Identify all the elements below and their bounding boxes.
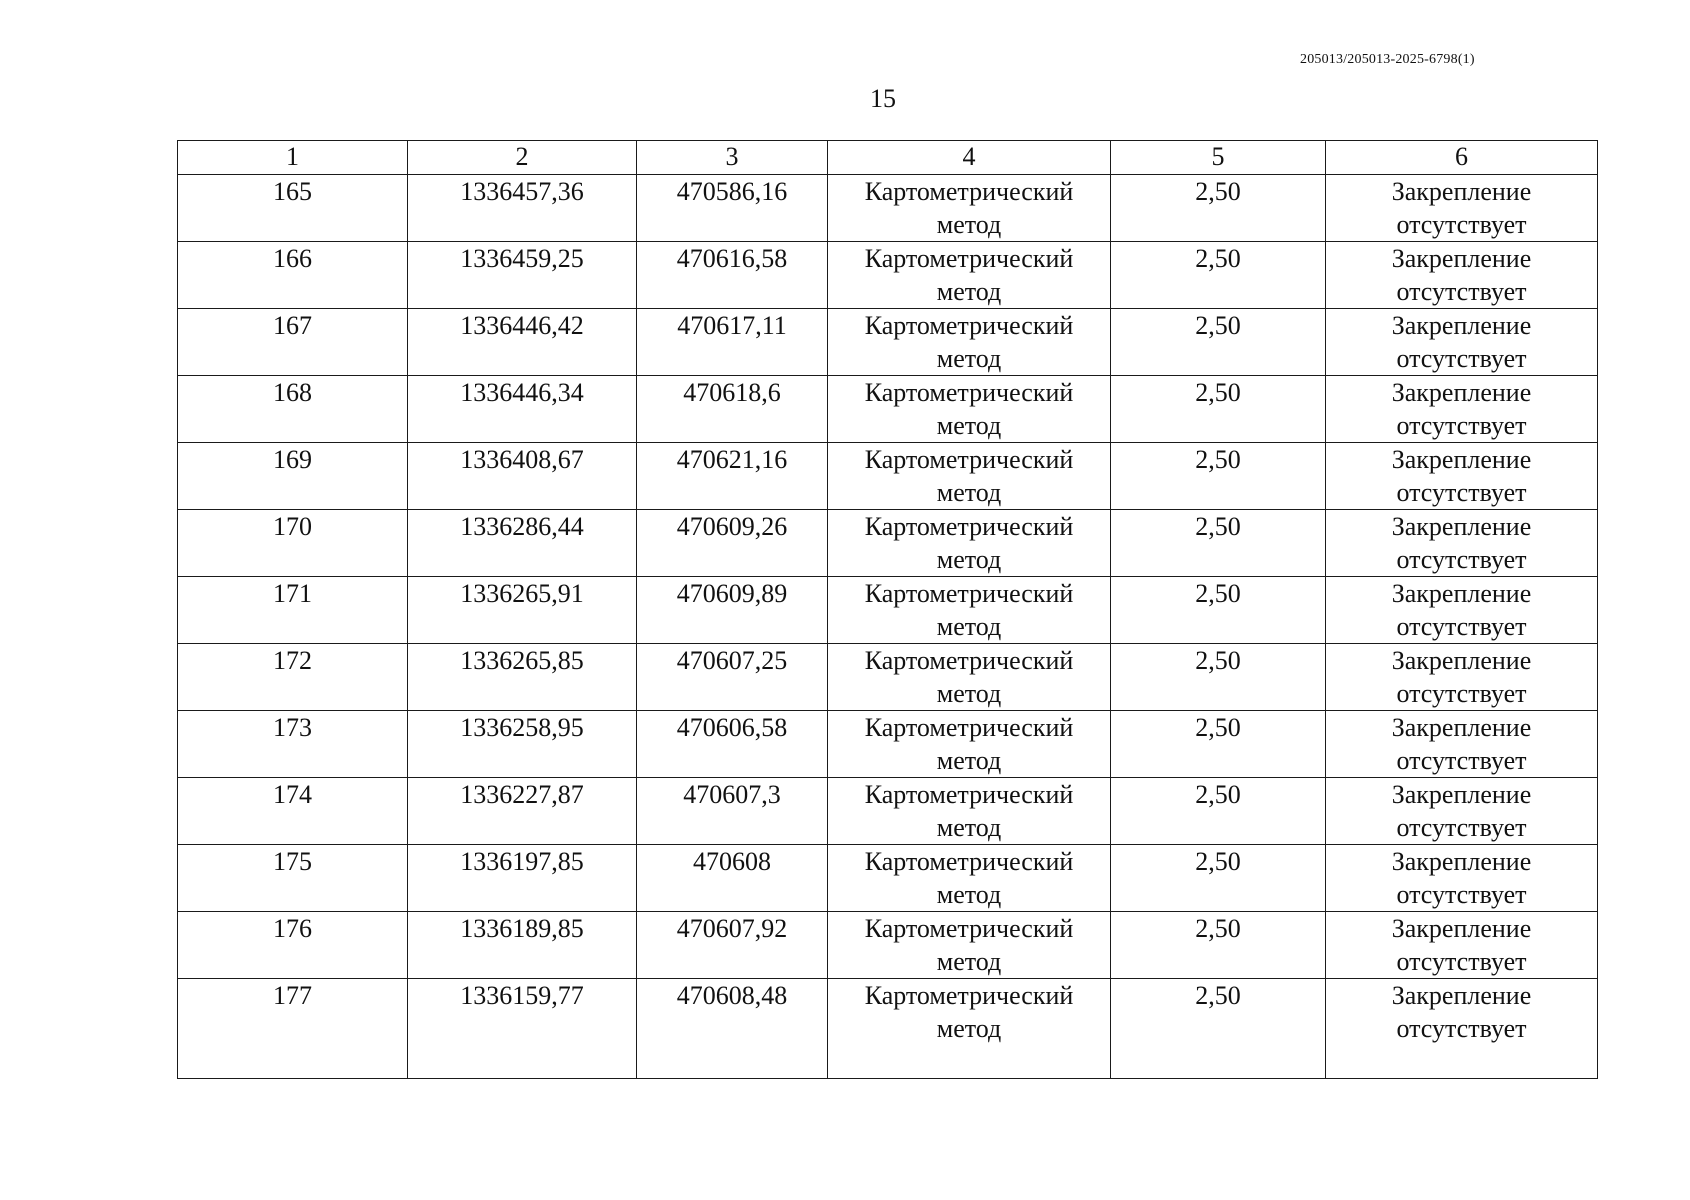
fixing-cell bbox=[1326, 510, 1598, 577]
fixing-cell bbox=[1326, 912, 1598, 979]
fixing-cell bbox=[1326, 242, 1598, 309]
method-cell bbox=[828, 711, 1111, 778]
point-number-cell-text: 170 bbox=[273, 512, 312, 541]
table-row bbox=[178, 577, 1598, 644]
method-cell bbox=[828, 175, 1111, 242]
fixing-cell bbox=[1326, 577, 1598, 644]
x-coordinate-cell-text: 1336459,25 bbox=[460, 244, 584, 273]
accuracy-cell bbox=[1111, 175, 1326, 242]
x-coordinate-cell-text: 1336457,36 bbox=[460, 177, 584, 206]
y-coordinate-cell-text: 470608 bbox=[693, 847, 771, 876]
header-row bbox=[178, 141, 1598, 175]
table-row bbox=[178, 175, 1598, 242]
accuracy-cell bbox=[1111, 376, 1326, 443]
point-number-cell-text: 174 bbox=[273, 780, 312, 809]
point-number-cell-text: 177 bbox=[273, 981, 312, 1010]
header-cell-accuracy: 5 bbox=[1111, 141, 1326, 175]
accuracy-cell-text: 2,50 bbox=[1195, 445, 1241, 474]
y-coordinate-cell-text: 470616,58 bbox=[676, 244, 788, 273]
y-coordinate-cell-text: 470607,92 bbox=[676, 914, 788, 943]
accuracy-cell bbox=[1111, 309, 1326, 376]
fixing-cell-text: Закрепление отсутствует bbox=[1391, 445, 1532, 507]
accuracy-cell-text: 2,50 bbox=[1195, 378, 1241, 407]
fixing-cell bbox=[1326, 845, 1598, 912]
method-cell-text: Картометрический метод bbox=[864, 646, 1074, 708]
fixing-cell bbox=[1326, 979, 1598, 1079]
table-row bbox=[178, 711, 1598, 778]
y-coordinate-cell-text: 470607,3 bbox=[683, 780, 781, 809]
page-number: 15 bbox=[870, 84, 896, 113]
header-cell-x: 2 bbox=[408, 141, 637, 175]
fixing-cell-text: Закрепление отсутствует bbox=[1391, 311, 1532, 373]
method-cell bbox=[828, 242, 1111, 309]
fixing-cell-text: Закрепление отсутствует bbox=[1391, 780, 1532, 842]
accuracy-cell bbox=[1111, 644, 1326, 711]
point-number-cell-text: 172 bbox=[273, 646, 312, 675]
fixing-cell bbox=[1326, 175, 1598, 242]
x-coordinate-cell bbox=[408, 979, 637, 1079]
x-coordinate-cell bbox=[408, 845, 637, 912]
fixing-cell bbox=[1326, 711, 1598, 778]
fixing-cell bbox=[1326, 309, 1598, 376]
method-cell bbox=[828, 979, 1111, 1079]
fixing-cell bbox=[1326, 376, 1598, 443]
method-cell bbox=[828, 443, 1111, 510]
y-coordinate-cell bbox=[637, 979, 828, 1079]
method-cell-text: Картометрический метод bbox=[864, 177, 1074, 239]
fixing-cell-text: Закрепление отсутствует bbox=[1391, 847, 1532, 909]
point-number-cell-text: 175 bbox=[273, 847, 312, 876]
point-number-cell bbox=[178, 778, 408, 845]
y-coordinate-cell bbox=[637, 242, 828, 309]
y-coordinate-cell-text: 470586,16 bbox=[676, 177, 788, 206]
accuracy-cell-text: 2,50 bbox=[1195, 579, 1241, 608]
y-coordinate-cell bbox=[637, 778, 828, 845]
fixing-cell-text: Закрепление отсутствует bbox=[1391, 914, 1532, 976]
table-row bbox=[178, 309, 1598, 376]
accuracy-cell bbox=[1111, 912, 1326, 979]
x-coordinate-cell-text: 1336227,87 bbox=[460, 780, 584, 809]
point-number-cell bbox=[178, 644, 408, 711]
accuracy-cell bbox=[1111, 711, 1326, 778]
method-cell-text: Картометрический метод bbox=[864, 847, 1074, 909]
method-cell-text: Картометрический метод bbox=[864, 244, 1074, 306]
method-cell-text: Картометрический метод bbox=[864, 378, 1074, 440]
header-cell-fixing: 6 bbox=[1326, 141, 1598, 175]
x-coordinate-cell bbox=[408, 376, 637, 443]
y-coordinate-cell-text: 470621,16 bbox=[676, 445, 788, 474]
y-coordinate-cell-text: 470617,11 bbox=[677, 311, 787, 340]
accuracy-cell bbox=[1111, 242, 1326, 309]
table-row bbox=[178, 443, 1598, 510]
x-coordinate-cell-text: 1336258,95 bbox=[460, 713, 584, 742]
y-coordinate-cell bbox=[637, 443, 828, 510]
point-number-cell bbox=[178, 510, 408, 577]
point-number-cell-text: 169 bbox=[273, 445, 312, 474]
method-cell bbox=[828, 644, 1111, 711]
coordinates-table bbox=[177, 140, 1598, 1079]
point-number-cell bbox=[178, 309, 408, 376]
method-cell-text: Картометрический метод bbox=[864, 445, 1074, 507]
accuracy-cell bbox=[1111, 979, 1326, 1079]
point-number-cell-text: 168 bbox=[273, 378, 312, 407]
fixing-cell-text: Закрепление отсутствует bbox=[1391, 981, 1532, 1043]
fixing-cell-text: Закрепление отсутствует bbox=[1391, 512, 1532, 574]
method-cell bbox=[828, 309, 1111, 376]
accuracy-cell-text: 2,50 bbox=[1195, 780, 1241, 809]
table-row bbox=[178, 912, 1598, 979]
method-cell-text: Картометрический метод bbox=[864, 311, 1074, 373]
x-coordinate-cell-text: 1336265,91 bbox=[460, 579, 584, 608]
x-coordinate-cell bbox=[408, 644, 637, 711]
x-coordinate-cell-text: 1336265,85 bbox=[460, 646, 584, 675]
x-coordinate-cell-text: 1336197,85 bbox=[460, 847, 584, 876]
point-number-cell-text: 167 bbox=[273, 311, 312, 340]
x-coordinate-cell-text: 1336446,42 bbox=[460, 311, 584, 340]
x-coordinate-cell bbox=[408, 175, 637, 242]
y-coordinate-cell bbox=[637, 175, 828, 242]
point-number-cell-text: 176 bbox=[273, 914, 312, 943]
point-number-cell-text: 166 bbox=[273, 244, 312, 273]
method-cell-text: Картометрический метод bbox=[864, 981, 1074, 1043]
fixing-cell bbox=[1326, 778, 1598, 845]
method-cell bbox=[828, 912, 1111, 979]
x-coordinate-cell-text: 1336189,85 bbox=[460, 914, 584, 943]
x-coordinate-cell-text: 1336159,77 bbox=[460, 981, 584, 1010]
accuracy-cell-text: 2,50 bbox=[1195, 177, 1241, 206]
y-coordinate-cell bbox=[637, 376, 828, 443]
x-coordinate-cell bbox=[408, 778, 637, 845]
table-row bbox=[178, 376, 1598, 443]
fixing-cell-text: Закрепление отсутствует bbox=[1391, 646, 1532, 708]
fixing-cell-text: Закрепление отсутствует bbox=[1391, 177, 1532, 239]
y-coordinate-cell bbox=[637, 845, 828, 912]
point-number-cell-text: 171 bbox=[273, 579, 312, 608]
accuracy-cell bbox=[1111, 778, 1326, 845]
y-coordinate-cell-text: 470606,58 bbox=[676, 713, 788, 742]
x-coordinate-cell-text: 1336446,34 bbox=[460, 378, 584, 407]
table-row bbox=[178, 242, 1598, 309]
x-coordinate-cell bbox=[408, 443, 637, 510]
accuracy-cell bbox=[1111, 845, 1326, 912]
method-cell bbox=[828, 577, 1111, 644]
x-coordinate-cell bbox=[408, 577, 637, 644]
point-number-cell-text: 173 bbox=[273, 713, 312, 742]
x-coordinate-cell bbox=[408, 510, 637, 577]
point-number-cell bbox=[178, 242, 408, 309]
accuracy-cell-text: 2,50 bbox=[1195, 646, 1241, 675]
point-number-cell bbox=[178, 443, 408, 510]
y-coordinate-cell bbox=[637, 711, 828, 778]
x-coordinate-cell bbox=[408, 711, 637, 778]
point-number-cell bbox=[178, 979, 408, 1079]
y-coordinate-cell-text: 470608,48 bbox=[676, 981, 788, 1010]
method-cell bbox=[828, 376, 1111, 443]
y-coordinate-cell-text: 470607,25 bbox=[676, 646, 788, 675]
point-number-cell bbox=[178, 577, 408, 644]
accuracy-cell-text: 2,50 bbox=[1195, 244, 1241, 273]
method-cell bbox=[828, 510, 1111, 577]
accuracy-cell bbox=[1111, 577, 1326, 644]
y-coordinate-cell-text: 470618,6 bbox=[683, 378, 781, 407]
accuracy-cell bbox=[1111, 510, 1326, 577]
x-coordinate-cell-text: 1336286,44 bbox=[460, 512, 584, 541]
point-number-cell bbox=[178, 175, 408, 242]
accuracy-cell-text: 2,50 bbox=[1195, 981, 1241, 1010]
fixing-cell-text: Закрепление отсутствует bbox=[1391, 244, 1532, 306]
y-coordinate-cell bbox=[637, 577, 828, 644]
table-row bbox=[178, 845, 1598, 912]
fixing-cell-text: Закрепление отсутствует bbox=[1391, 579, 1532, 641]
method-cell bbox=[828, 778, 1111, 845]
fixing-cell bbox=[1326, 644, 1598, 711]
point-number-cell-text: 165 bbox=[273, 177, 312, 206]
accuracy-cell bbox=[1111, 443, 1326, 510]
y-coordinate-cell bbox=[637, 309, 828, 376]
table-row bbox=[178, 778, 1598, 845]
accuracy-cell-text: 2,50 bbox=[1195, 847, 1241, 876]
y-coordinate-cell bbox=[637, 510, 828, 577]
accuracy-cell-text: 2,50 bbox=[1195, 713, 1241, 742]
y-coordinate-cell-text: 470609,89 bbox=[676, 579, 788, 608]
table-row bbox=[178, 510, 1598, 577]
header-cell-y: 3 bbox=[637, 141, 828, 175]
fixing-cell bbox=[1326, 443, 1598, 510]
fixing-cell-text: Закрепление отсутствует bbox=[1391, 378, 1532, 440]
accuracy-cell-text: 2,50 bbox=[1195, 311, 1241, 340]
x-coordinate-cell bbox=[408, 912, 637, 979]
method-cell-text: Картометрический метод bbox=[864, 713, 1074, 775]
y-coordinate-cell-text: 470609,26 bbox=[676, 512, 788, 541]
x-coordinate-cell bbox=[408, 309, 637, 376]
document-id: 205013/205013-2025-6798(1) bbox=[1300, 52, 1475, 67]
y-coordinate-cell bbox=[637, 644, 828, 711]
point-number-cell bbox=[178, 711, 408, 778]
header-cell-method: 4 bbox=[828, 141, 1111, 175]
accuracy-cell-text: 2,50 bbox=[1195, 512, 1241, 541]
x-coordinate-cell bbox=[408, 242, 637, 309]
method-cell-text: Картометрический метод bbox=[864, 780, 1074, 842]
method-cell-text: Картометрический метод bbox=[864, 512, 1074, 574]
y-coordinate-cell bbox=[637, 912, 828, 979]
point-number-cell bbox=[178, 912, 408, 979]
point-number-cell bbox=[178, 376, 408, 443]
x-coordinate-cell-text: 1336408,67 bbox=[460, 445, 584, 474]
header-cell-point-number: 1 bbox=[178, 141, 408, 175]
table-row bbox=[178, 644, 1598, 711]
method-cell bbox=[828, 845, 1111, 912]
accuracy-cell-text: 2,50 bbox=[1195, 914, 1241, 943]
point-number-cell bbox=[178, 845, 408, 912]
fixing-cell-text: Закрепление отсутствует bbox=[1391, 713, 1532, 775]
method-cell-text: Картометрический метод bbox=[864, 579, 1074, 641]
table-row bbox=[178, 979, 1598, 1079]
method-cell-text: Картометрический метод bbox=[864, 914, 1074, 976]
